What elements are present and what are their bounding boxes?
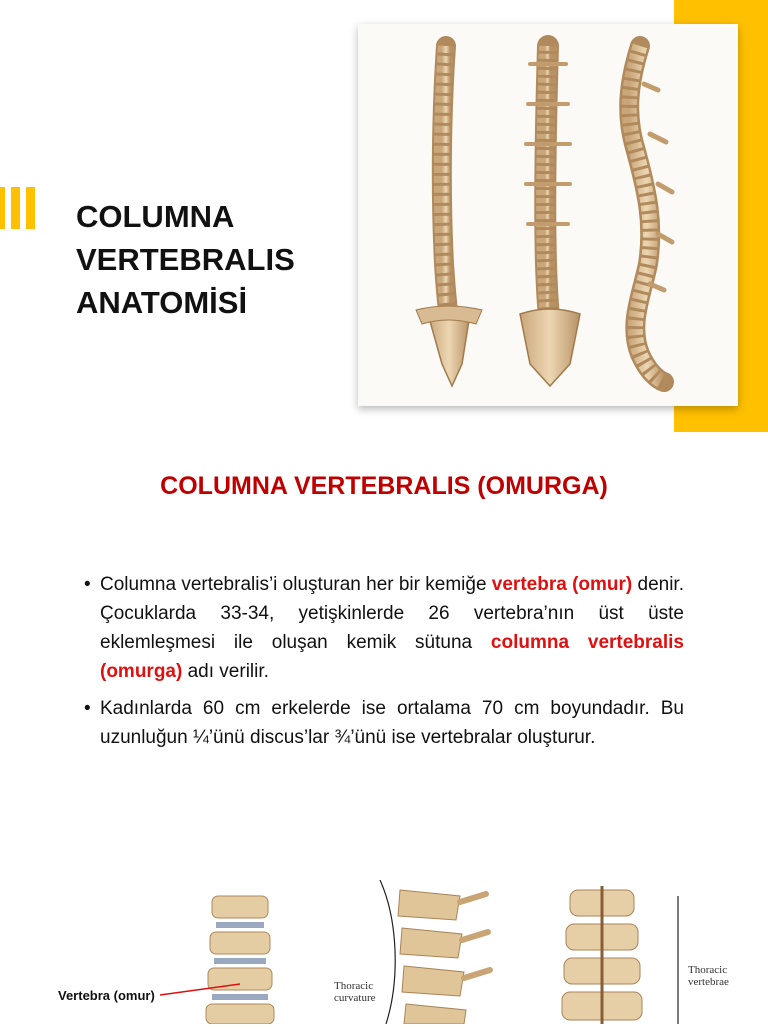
- spine-lateral-view: [629, 46, 672, 382]
- bullet-item: [84, 570, 684, 686]
- spine-posterior-view: [520, 46, 580, 386]
- thoracic-curvature-label: [334, 980, 376, 1004]
- title-slide: [0, 0, 768, 440]
- highlight-term: vertebra (omur): [491, 574, 633, 595]
- title-mark: [26, 187, 35, 229]
- vertebra-callout-label: Vertebra (omur): [58, 988, 155, 1003]
- bullet-item: • Kadınlarda 60 cm erkelerde ise ortalama 70 cm boyundadır. Bu uzunluğun ¼’ünü discus’lar ¾’ünü ise vertebralar oluşturur.: [84, 694, 684, 752]
- section-heading: COLUMNA VERTEBRALIS (OMURGA): [160, 472, 608, 500]
- title-mark: [0, 187, 5, 229]
- bullet-text: denir. Çocuklarda 33-34, yetişkinlerde 26 vertebra’nın üst üste eklemleşmesi ile oluşan kemik sütuna: [100, 574, 684, 653]
- spine-illustration: [358, 24, 738, 406]
- anatomy-figure-strip: [0, 880, 768, 1024]
- spine-image-card: [358, 24, 738, 406]
- title-marks: [0, 187, 35, 229]
- thoracic-posterior-segment: [562, 886, 642, 1024]
- vertebra-column-segment: [206, 896, 274, 1024]
- bullet-text: adı verilir.: [182, 661, 269, 682]
- spine-anterior-view: [416, 46, 482, 386]
- highlight-term: columna vertebralis (omurga): [100, 632, 684, 682]
- slide-title-line: COLUMNA: [76, 199, 235, 234]
- bullet-text: Columna vertebralis’i oluşturan her bir kemiğe: [100, 574, 492, 595]
- label-line: vertebrae: [688, 976, 729, 988]
- label-line: Thoracic: [334, 980, 374, 992]
- thoracic-segment: [398, 890, 490, 1024]
- slide-title-line: ANATOMİSİ: [76, 285, 248, 320]
- bullet-list: [84, 570, 684, 760]
- thoracic-vertebrae-label: [688, 964, 729, 988]
- accent-bar-top: [674, 0, 768, 22]
- slide-title: [76, 195, 356, 324]
- curvature-line: [380, 880, 395, 1024]
- label-line: Thoracic: [688, 964, 728, 976]
- label-line: curvature: [334, 992, 376, 1004]
- title-mark: [11, 187, 20, 229]
- slide-title-line: VERTEBRALIS: [76, 242, 295, 277]
